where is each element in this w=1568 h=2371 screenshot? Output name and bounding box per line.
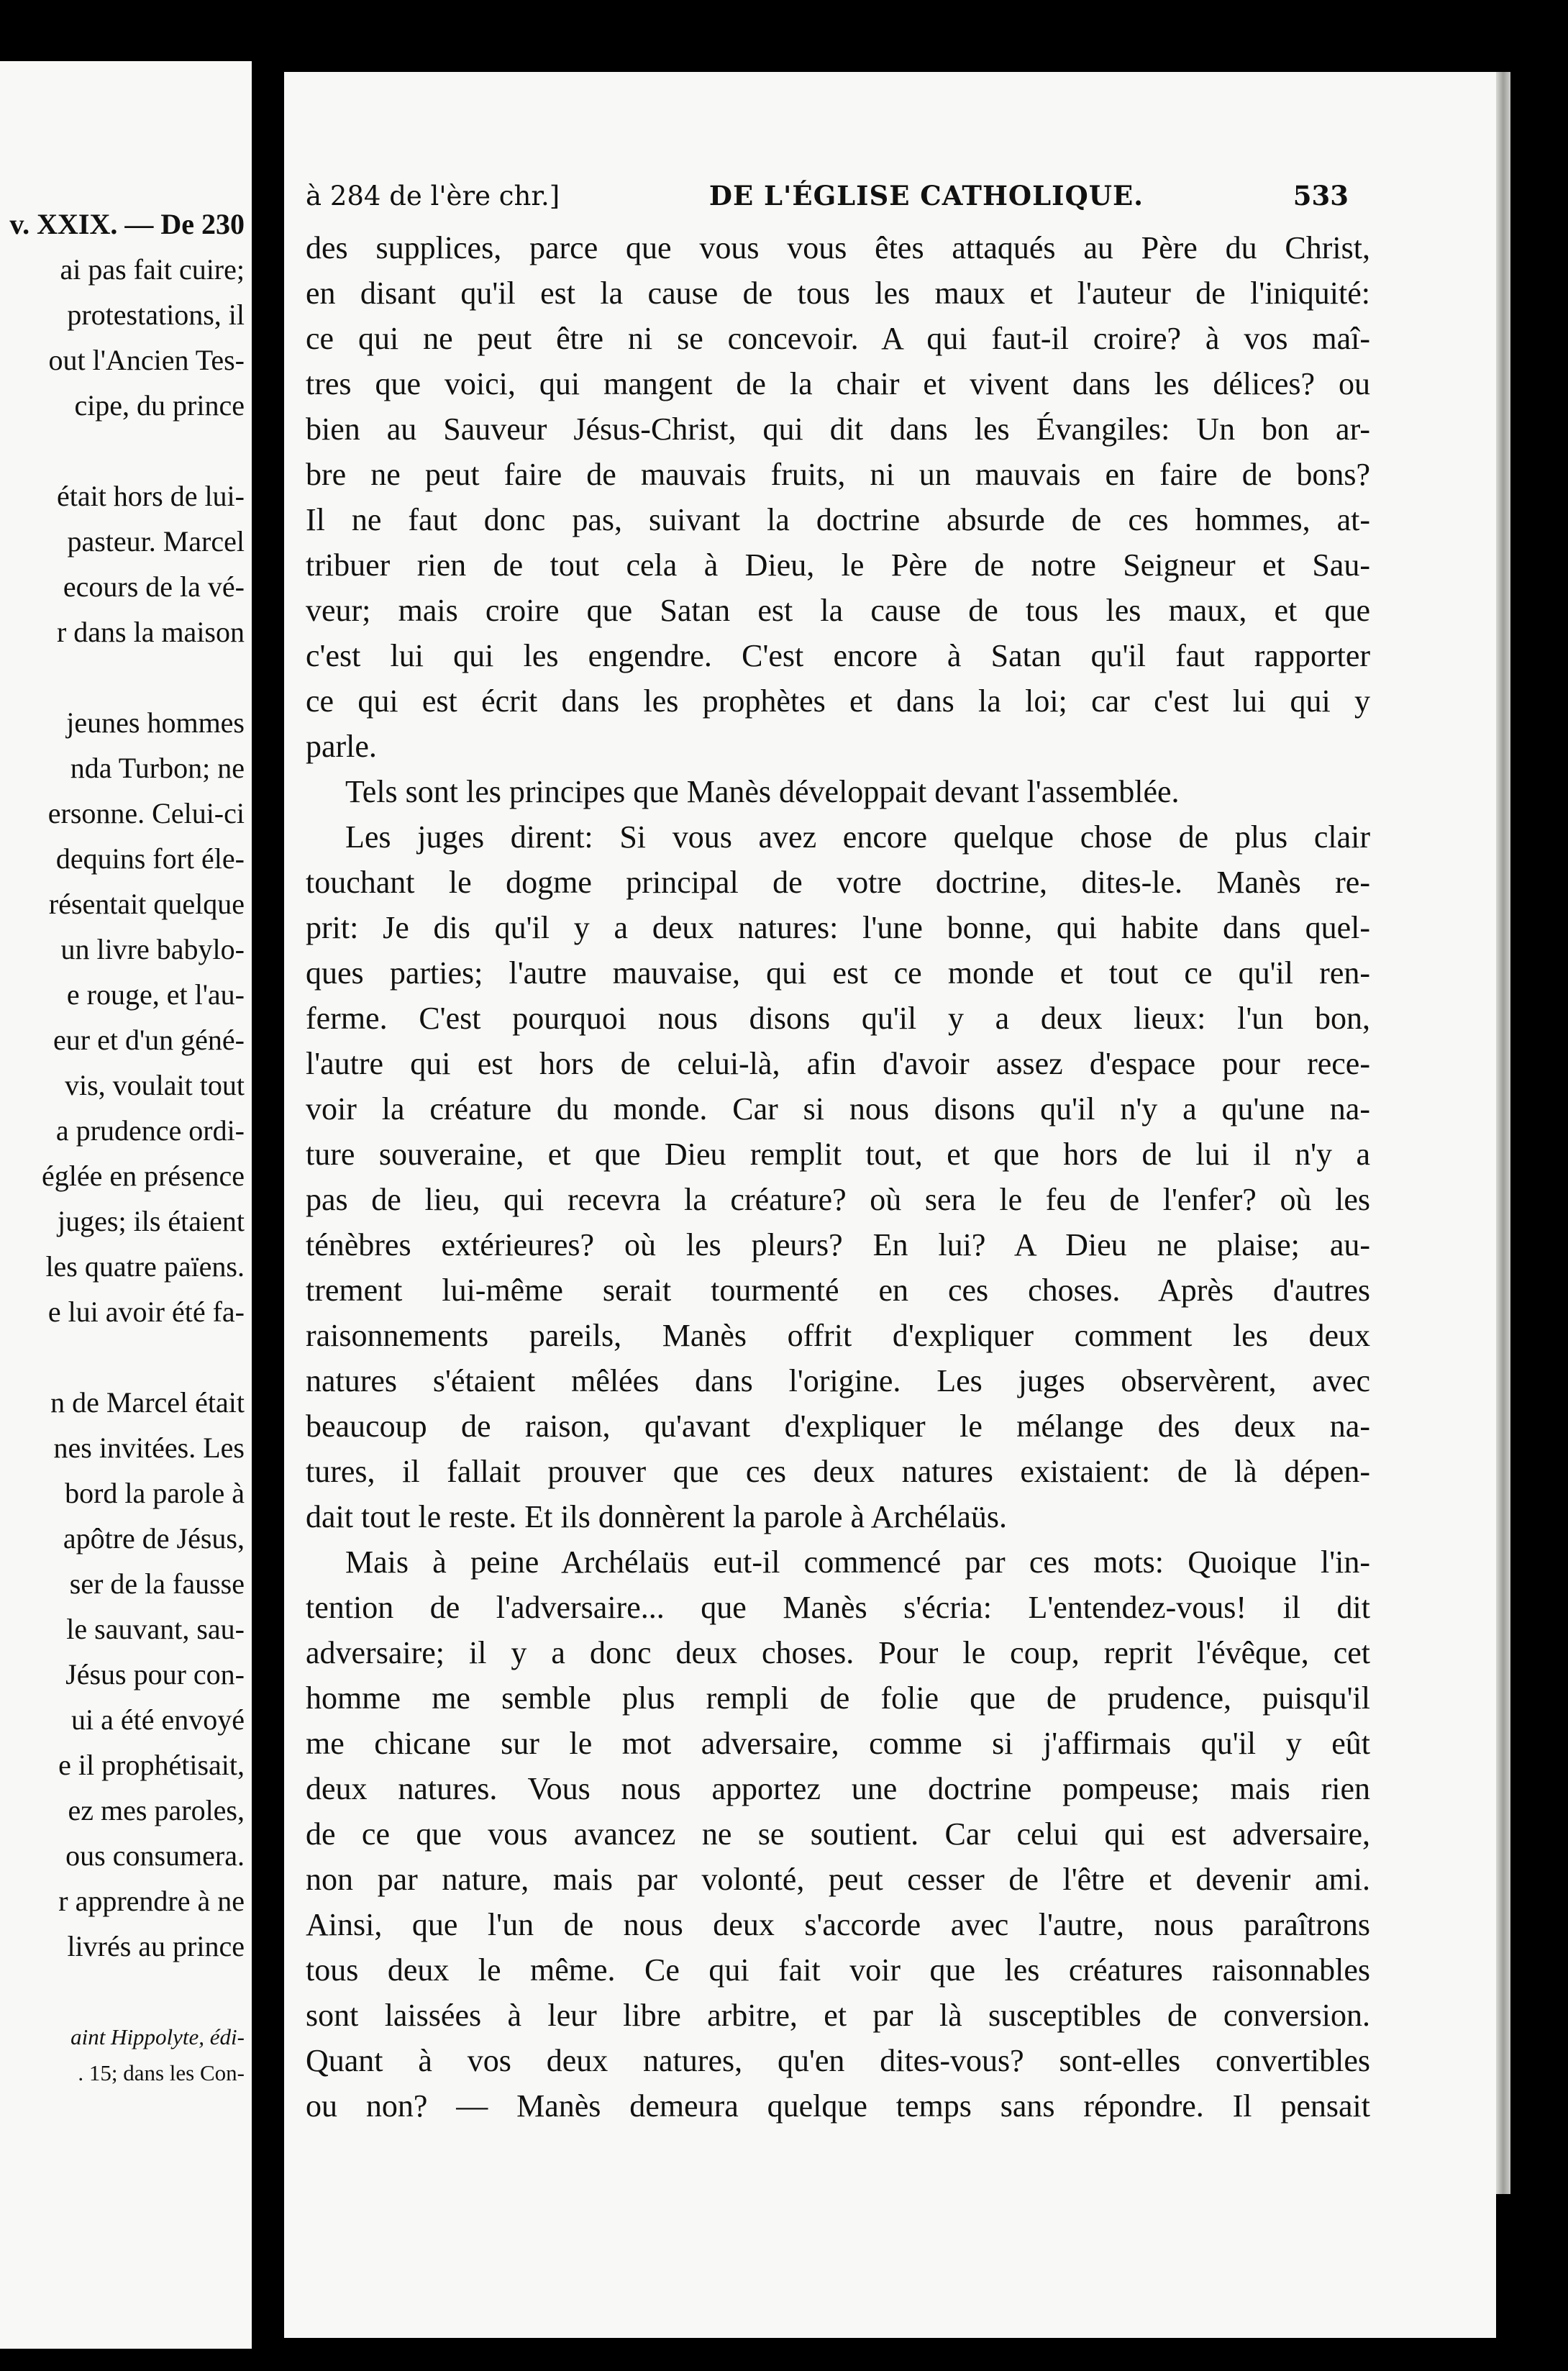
left-line: ser de la fausse — [69, 1567, 245, 1600]
left-line: vis, voulait tout — [65, 1069, 245, 1101]
text-line: trement lui-même serait tourmenté en ces choses. Après d'autres — [306, 1273, 1370, 1308]
left-line: résentait quelque — [48, 888, 245, 920]
text-line: deux natures. Vous nous apportez une doctrine pompeuse; mais rien — [306, 1771, 1370, 1806]
left-line: r apprendre à ne — [58, 1885, 245, 1917]
left-line: ai pas fait cuire; — [60, 253, 245, 286]
text-line: Quant à vos deux natures, qu'en dites-vous? sont-elles convertibles — [306, 2043, 1370, 2078]
text-line: ture souveraine, et que Dieu remplit tout, et que hors de lui il n'y a — [306, 1137, 1370, 1172]
left-line: était hors de lui- — [56, 480, 245, 512]
text-line: Tels sont les principes que Manès développait devant l'assemblée. — [345, 774, 1180, 809]
text-line: Les juges dirent: Si vous avez encore quelque chose de plus clair — [345, 819, 1370, 855]
left-line: nes invitées. Les — [53, 1432, 245, 1464]
text-line: raisonnements pareils, Manès offrit d'expliquer comment les deux — [306, 1318, 1370, 1353]
left-line: bord la parole à — [65, 1477, 245, 1509]
text-line: ténèbres extérieures? où les pleurs? En lui? A Dieu ne plaise; au- — [306, 1227, 1370, 1262]
left-line: e rouge, et l'au- — [66, 978, 245, 1011]
paragraph — [306, 1539, 1370, 2129]
text-line: ferme. C'est pourquoi nous disons qu'il y a deux lieux: l'un bon, — [306, 1001, 1370, 1036]
text-line: tention de l'adversaire... que Manès s'écria: L'entendez-vous! il dit — [306, 1590, 1370, 1625]
text-line: me chicane sur le mot adversaire, comme si j'affirmais qu'il y eût — [306, 1726, 1370, 1761]
left-line: Jésus pour con- — [65, 1658, 245, 1690]
text-line: en disant qu'il est la cause de tous les maux et l'auteur de l'iniquité: — [306, 276, 1370, 311]
text-line: voir la créature du monde. Car si nous disons qu'il n'y a qu'une na- — [306, 1091, 1370, 1127]
left-line: jeunes hommes — [66, 706, 245, 739]
text-line: Ainsi, que l'un de nous deux s'accorde avec l'autre, nous paraîtrons — [306, 1907, 1370, 1942]
left-line — [0, 655, 245, 700]
text-line: tures, il fallait prouver que ces deux natures existaient: de là dépen- — [306, 1454, 1370, 1489]
left-line: e il prophétisait, — [58, 1749, 245, 1781]
text-line: tribuer rien de tout cela à Dieu, le Père de notre Seigneur et Sau- — [306, 547, 1370, 583]
running-head — [306, 180, 1349, 223]
left-line: a prudence ordi- — [55, 1114, 245, 1147]
text-line: bien au Sauveur Jésus-Christ, qui dit dans les Évangiles: Un bon ar- — [306, 411, 1370, 447]
text-line: Il ne faut donc pas, suivant la doctrine absurde de ces hommes, at- — [306, 502, 1370, 537]
text-line: prit: Je dis qu'il y a deux natures: l'une bonne, qui habite dans quel- — [306, 910, 1370, 945]
left-line: cipe, du prince — [74, 389, 245, 422]
left-line: dequins fort éle- — [55, 842, 245, 875]
left-line: r dans la maison — [56, 616, 245, 648]
left-line: e lui avoir été fa- — [47, 1296, 245, 1328]
body-text — [306, 225, 1370, 2129]
text-line: de ce que vous avancez ne se soutient. Car celui qui est adversaire, — [306, 1816, 1370, 1852]
left-line: juges; ils étaient — [58, 1205, 245, 1237]
text-line: sont laissées à leur libre arbitre, et par là susceptibles de conversion. — [306, 1998, 1370, 2033]
left-line: out l'Ancien Tes- — [48, 344, 245, 376]
left-page — [0, 61, 252, 2349]
left-line: le sauvant, sau- — [66, 1613, 245, 1645]
left-line: nda Turbon; ne — [70, 752, 245, 784]
text-line: Mais à peine Archélaüs eut-il commencé par ces mots: Quoique l'in- — [345, 1544, 1370, 1580]
left-footnote-line: aint Hippolyte, édi- — [70, 2024, 245, 2049]
left-footnote-line: . 15; dans les Con- — [78, 2060, 245, 2085]
paragraph — [306, 814, 1370, 1539]
paragraph — [306, 769, 1370, 814]
left-line: ez mes paroles, — [68, 1794, 245, 1826]
left-line: pasteur. Marcel — [67, 525, 245, 558]
text-line: veur; mais croire que Satan est la cause de tous les maux, et que — [306, 593, 1370, 628]
paragraph — [306, 225, 1370, 769]
text-line: beaucoup de raison, qu'avant d'expliquer le mélange des deux na- — [306, 1409, 1370, 1444]
left-line: un livre babylo- — [60, 933, 245, 965]
text-line: dait tout le reste. Et ils donnèrent la parole à Archélaüs. — [306, 1499, 1008, 1534]
left-line: n de Marcel était — [50, 1386, 245, 1419]
text-line: l'autre qui est hors de celui-là, afin d'avoir assez d'espace pour rece- — [306, 1046, 1370, 1081]
left-line: protestations, il — [67, 299, 245, 331]
left-line — [0, 428, 245, 473]
text-line: bre ne peut faire de mauvais fruits, ni un mauvais en faire de bons? — [306, 457, 1370, 492]
right-page — [284, 72, 1496, 2338]
running-head-title: DE L'ÉGLISE CATHOLIQUE. — [708, 180, 1144, 211]
text-line: ce qui est écrit dans les prophètes et dans la loi; car c'est lui qui y — [306, 683, 1370, 719]
text-line: ce qui ne peut être ni se concevoir. A qui faut-il croire? à vos maî- — [306, 321, 1370, 356]
text-line: adversaire; il y a donc deux choses. Pour le coup, reprit l'évêque, cet — [306, 1635, 1370, 1670]
left-line: églée en présence — [41, 1160, 245, 1192]
text-line: ou non? — Manès demeura quelque temps sans répondre. Il pensait — [306, 2088, 1370, 2124]
left-page-text — [0, 201, 245, 2091]
text-line: non par nature, mais par volonté, peut cesser de l'être et devenir ami. — [306, 1862, 1370, 1897]
text-line: des supplices, parce que vous vous êtes attaqués au Père du Christ, — [306, 230, 1370, 265]
page-edge — [1496, 72, 1510, 2194]
text-line: c'est lui qui les engendre. C'est encore à Satan qu'il faut rapporter — [306, 638, 1370, 673]
left-line: apôtre de Jésus, — [63, 1522, 245, 1555]
left-line: ui a été envoyé — [71, 1703, 245, 1736]
left-running-head: v. XXIX. — De 230 — [9, 208, 245, 240]
left-line: ersonne. Celui-ci — [47, 797, 245, 829]
left-line: ous consumera. — [65, 1839, 245, 1872]
text-line: natures s'étaient mêlées dans l'origine. Les juges observèrent, avec — [306, 1363, 1370, 1398]
left-line: ecours de la vé- — [63, 570, 245, 603]
page-number: 533 — [1293, 180, 1349, 211]
left-line: eur et d'un géné- — [53, 1024, 245, 1056]
text-line: ques parties; l'autre mauvaise, qui est ce monde et tout ce qu'il ren- — [306, 955, 1370, 991]
left-line — [0, 1334, 245, 1380]
text-line: pas de lieu, qui recevra la créature? où sera le feu de l'enfer? où les — [306, 1182, 1370, 1217]
text-line: touchant le dogme principal de votre doctrine, dites-le. Manès re- — [306, 865, 1370, 900]
left-line: livrés au prince — [67, 1930, 245, 1962]
text-line: tous deux le même. Ce qui fait voir que les créatures raisonnables — [306, 1952, 1370, 1988]
text-line: homme me semble plus rempli de folie que de prudence, puisqu'il — [306, 1680, 1370, 1716]
text-line: tres que voici, qui mangent de la chair et vivent dans les délices? ou — [306, 366, 1370, 401]
running-head-dates: à 284 de l'ère chr.] — [306, 181, 560, 211]
left-line: les quatre païens. — [45, 1250, 245, 1283]
text-line: parle. — [306, 729, 377, 764]
left-footnotes — [0, 2019, 245, 2091]
